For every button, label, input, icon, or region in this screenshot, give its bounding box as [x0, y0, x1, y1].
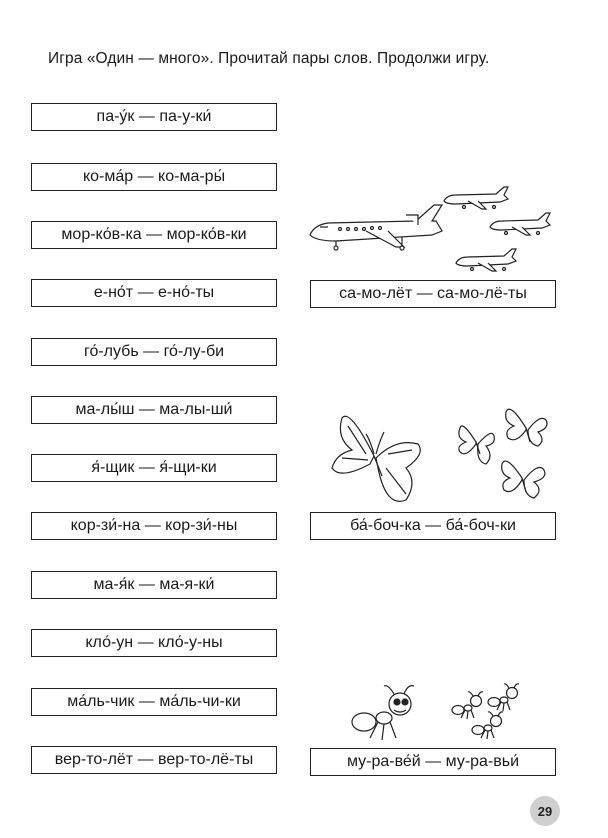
- word-pair-box: го́-лубь — го́-лу-би: [31, 338, 277, 366]
- word-pair-box: ма-я́к — ма-я-ки́: [31, 571, 277, 599]
- airplane-icon: [306, 185, 556, 275]
- word-pair-box: кло́-ун — кло́-у-ны: [31, 629, 277, 657]
- word-pair-box: е-но́т — е-но́-ты: [31, 279, 277, 307]
- page-number: 29: [530, 796, 560, 826]
- ant-icon: [348, 682, 528, 744]
- word-pair-box: ма́ль-чик — ма́ль-чи-ки: [31, 688, 277, 716]
- butterfly-icon: [326, 398, 556, 510]
- word-pair-box: ма-лы́ш — ма-лы-ши́: [31, 396, 277, 424]
- word-pair-box: са-мо-лёт — са-мо-лё-ты: [310, 280, 556, 308]
- word-pair-box: я́-щик — я́-щи-ки: [31, 454, 277, 482]
- instruction-text: Игра «Один — много». Прочитай пары слов. Продолжи игру.: [48, 50, 490, 67]
- word-pair-box: вер-то-лёт — вер-то-лё-ты: [31, 746, 277, 774]
- word-pair-box: па-у́к — па-у-ки́: [31, 103, 277, 131]
- word-pair-box: му-ра-ве́й — му-ра-вьи́: [310, 748, 556, 776]
- word-pair-box: кор-зи́-на — кор-зи́-ны: [31, 512, 277, 540]
- word-pair-box: мор-ко́в-ка — мор-ко́в-ки: [31, 221, 277, 249]
- word-pair-box: ба́-боч-ка — ба́-боч-ки: [310, 512, 556, 540]
- word-pair-box: ко-ма́р — ко-ма-ры́: [31, 163, 277, 191]
